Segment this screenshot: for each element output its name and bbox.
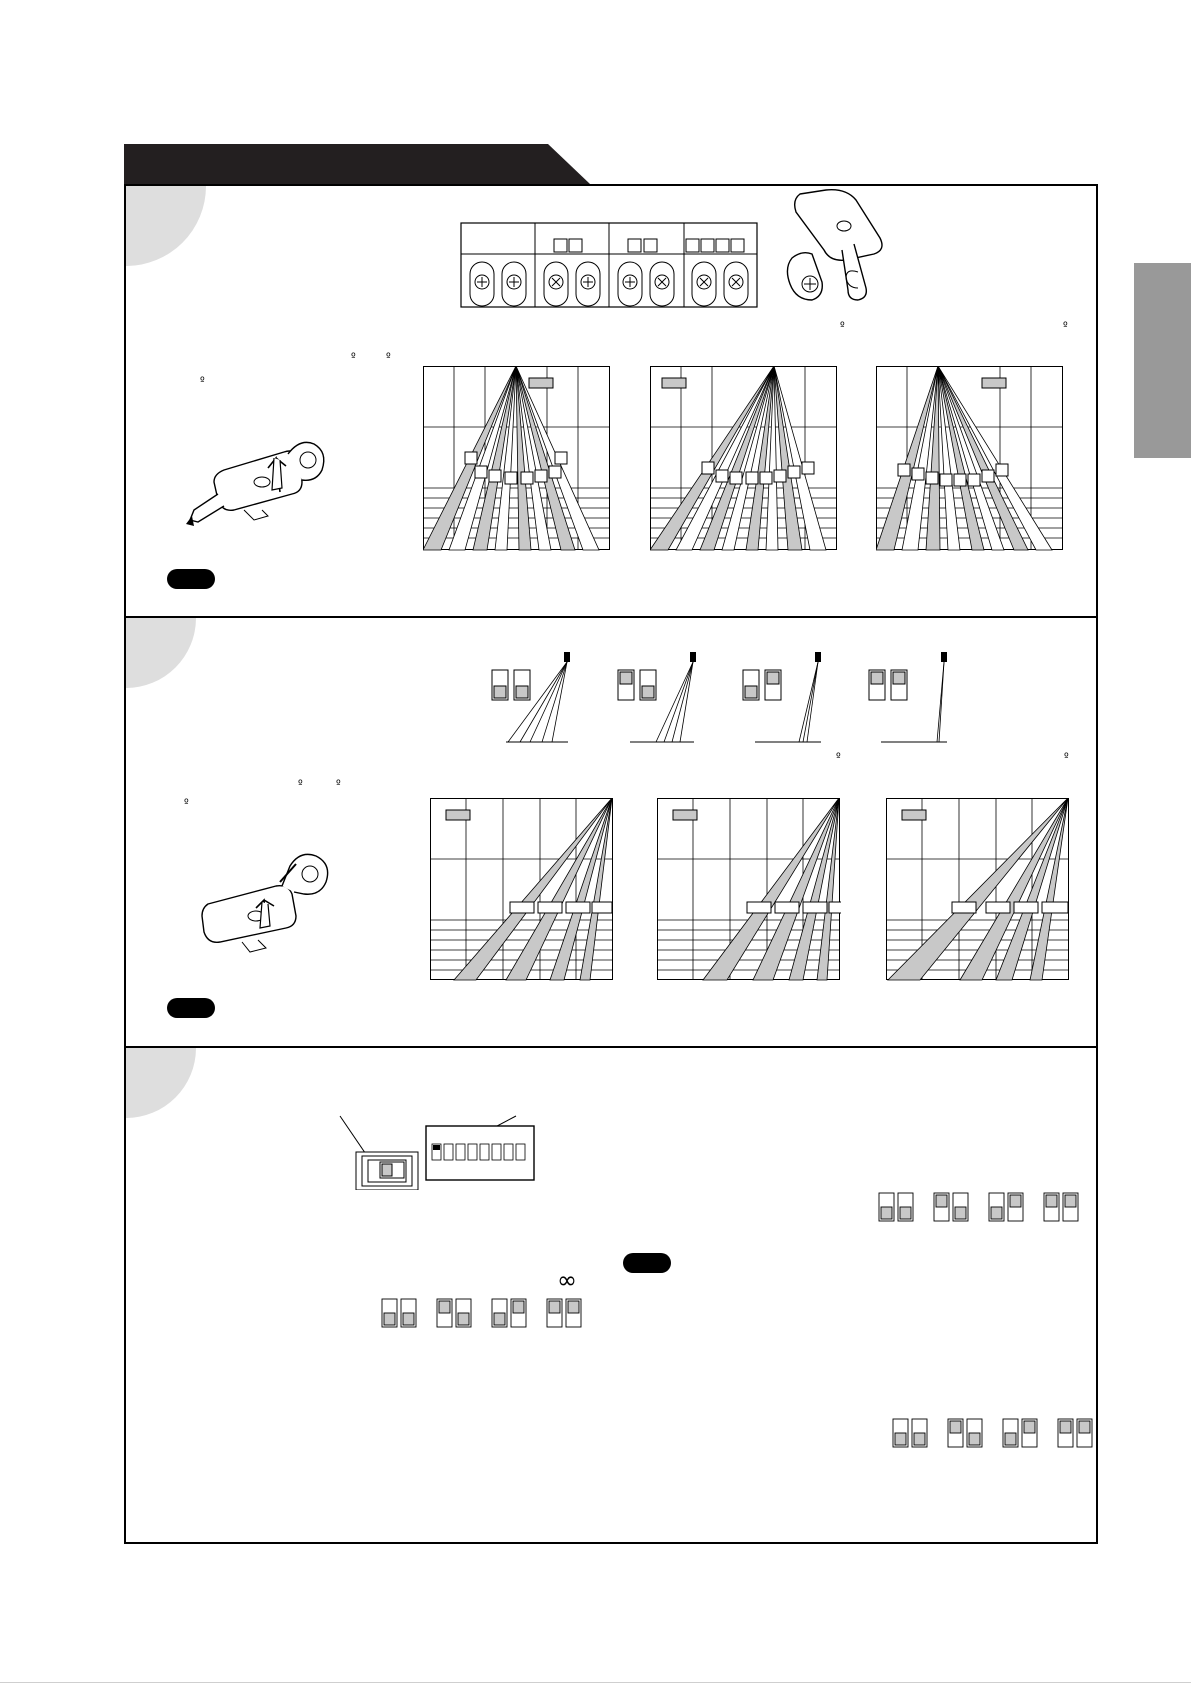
lens-mask-strip [460, 222, 760, 310]
range-diagram-2 [657, 798, 841, 981]
switch-combos-top-right [878, 1192, 1086, 1224]
header-bar [124, 144, 594, 186]
switch-combos-bottom-right [892, 1418, 1100, 1450]
section-3-circle [126, 1048, 198, 1120]
sensitivity-setting-3 [741, 650, 821, 745]
note-badge [167, 998, 215, 1018]
coverage-diagram-mid [650, 366, 838, 551]
dip-switch-icon [336, 1110, 536, 1190]
coverage-diagram-narrow [876, 366, 1064, 551]
degree-mark: º [351, 352, 356, 363]
sensitivity-setting-1 [490, 650, 570, 745]
key-icon [184, 430, 334, 530]
degree-mark: º [840, 321, 845, 332]
note-badge [623, 1253, 671, 1273]
infinity-symbol: ∞ [557, 1266, 577, 1294]
range-diagram-1 [430, 798, 614, 981]
side-tab [1134, 263, 1191, 458]
degree-mark: º [386, 352, 391, 363]
range-diagram-3 [886, 798, 1070, 981]
section-1-circle [126, 186, 208, 268]
sensitivity-setting-4 [867, 650, 947, 745]
mask-clip-icon [786, 188, 896, 306]
degree-mark: º [1063, 321, 1068, 332]
degree-mark: º [1064, 752, 1069, 763]
section-divider-1 [124, 616, 1098, 618]
note-badge [167, 569, 215, 589]
sensitivity-setting-2 [616, 650, 696, 745]
degree-mark: º [184, 798, 189, 809]
degree-mark: º [836, 752, 841, 763]
coverage-diagram-wide [423, 366, 611, 551]
switch-combos-middle [381, 1298, 589, 1330]
degree-mark: º [298, 779, 303, 790]
degree-mark: º [336, 779, 341, 790]
degree-mark: º [200, 376, 205, 387]
section-divider-2 [124, 1046, 1098, 1048]
section-2-circle [126, 618, 198, 690]
page-bottom-rule [0, 1682, 1191, 1683]
key-icon [196, 846, 336, 956]
